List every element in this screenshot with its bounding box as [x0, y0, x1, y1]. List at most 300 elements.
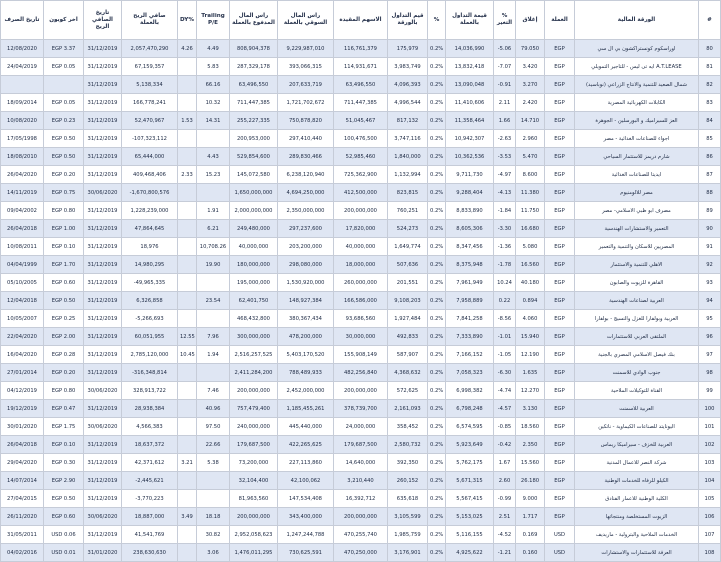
table-cell: 4.26: [178, 40, 197, 58]
table-cell: 378,739,700: [334, 400, 388, 418]
table-cell: EGP 0.28: [44, 346, 84, 364]
column-header[interactable]: قيمة التداول بالعملة: [446, 1, 494, 40]
table-cell: EGP: [545, 436, 575, 454]
table-cell: 97: [699, 346, 721, 364]
table-cell: 207,633,719: [278, 76, 334, 94]
table-cell: 524,273: [388, 220, 428, 238]
table-cell: EGP 1.70: [44, 256, 84, 274]
table-cell: 14.710: [516, 112, 545, 130]
table-cell: 2.60: [494, 472, 516, 490]
table-row[interactable]: [1, 544, 721, 562]
table-cell: 31/12/2019: [84, 76, 122, 94]
table-cell: 102: [699, 436, 721, 454]
table-row[interactable]: [1, 130, 721, 148]
table-cell: 4,925,622: [446, 544, 494, 562]
table-cell: 0.2%: [428, 130, 446, 148]
table-cell: 492,833: [388, 328, 428, 346]
security-name-cell: الكابلات الكهربائية المصرية: [575, 94, 699, 112]
table-cell: 0.2%: [428, 490, 446, 508]
column-header[interactable]: راس المال المدفوع بالعملة: [230, 1, 278, 40]
table-row[interactable]: [1, 328, 721, 346]
table-cell: 81,963,560: [230, 490, 278, 508]
table-cell: 2.33: [178, 166, 197, 184]
table-cell: EGP: [545, 238, 575, 256]
table-cell: 8,347,456: [446, 238, 494, 256]
column-header[interactable]: #: [699, 1, 721, 40]
table-cell: 95: [699, 310, 721, 328]
table-cell: 10.24: [494, 274, 516, 292]
table-cell: 0.2%: [428, 58, 446, 76]
table-cell: 0.2%: [428, 400, 446, 418]
table-cell: 32,104,400: [230, 472, 278, 490]
table-cell: 0.2%: [428, 436, 446, 454]
table-cell: 3,983,749: [388, 58, 428, 76]
table-cell: EGP: [545, 76, 575, 94]
table-cell: 358,452: [388, 418, 428, 436]
table-cell: 63,496,550: [334, 76, 388, 94]
security-name-cell: القاهرة للزيوت والصابون: [575, 274, 699, 292]
table-cell: [178, 130, 197, 148]
table-cell: 0.2%: [428, 148, 446, 166]
table-cell: [178, 256, 197, 274]
table-cell: -0.42: [494, 436, 516, 454]
column-header[interactable]: Trailing P/E: [197, 1, 230, 40]
table-cell: 31/12/2019: [84, 202, 122, 220]
table-cell: 175,979: [388, 40, 428, 58]
table-row[interactable]: [1, 418, 721, 436]
security-name-cell: الكيلو للرفاه للخدمات الوطنية: [575, 472, 699, 490]
table-cell: [178, 292, 197, 310]
table-cell: 60,051,955: [122, 328, 178, 346]
table-cell: EGP: [545, 220, 575, 238]
table-cell: 31/12/2019: [84, 454, 122, 472]
table-cell: 88: [699, 184, 721, 202]
table-cell: 11,358,464: [446, 112, 494, 130]
table-cell: 31/12/2019: [84, 40, 122, 58]
table-cell: EGP 0.80: [44, 382, 84, 400]
table-cell: EGP: [545, 148, 575, 166]
table-cell: [178, 220, 197, 238]
table-cell: 757,479,400: [230, 400, 278, 418]
table-cell: 9,108,203: [388, 292, 428, 310]
table-row[interactable]: [1, 310, 721, 328]
table-cell: 30/06/2020: [84, 418, 122, 436]
table-cell: 40.96: [197, 400, 230, 418]
table-cell: 5.470: [516, 148, 545, 166]
security-name-cell: العربية للخزف - سيراميكا ريماس: [575, 436, 699, 454]
table-cell: 80: [699, 40, 721, 58]
table-cell: [44, 76, 84, 94]
column-header[interactable]: صافي الربح بالعملة: [122, 1, 178, 40]
table-cell: 5.080: [516, 238, 545, 256]
table-cell: 0.2%: [428, 256, 446, 274]
table-cell: 200,000,000: [230, 508, 278, 526]
table-cell: EGP: [545, 94, 575, 112]
table-cell: EGP: [545, 382, 575, 400]
table-cell: 16.680: [516, 220, 545, 238]
table-cell: 104: [699, 472, 721, 490]
table-cell: 2,580,732: [388, 436, 428, 454]
table-cell: 31/01/2020: [84, 544, 122, 562]
table-row[interactable]: [1, 346, 721, 364]
table-cell: 23.54: [197, 292, 230, 310]
table-cell: EGP 0.05: [44, 94, 84, 112]
table-cell: EGP: [545, 346, 575, 364]
table-cell: 31/12/2019: [84, 400, 122, 418]
table-row[interactable]: [1, 490, 721, 508]
table-row[interactable]: [1, 454, 721, 472]
table-cell: EGP: [545, 472, 575, 490]
table-cell: [178, 436, 197, 454]
table-cell: 1,840,000: [388, 148, 428, 166]
table-cell: 31/12/2019: [84, 292, 122, 310]
table-row[interactable]: [1, 292, 721, 310]
table-cell: -1.36: [494, 238, 516, 256]
table-cell: -3.53: [494, 148, 516, 166]
table-cell: 63,496,550: [230, 76, 278, 94]
table-cell: 83: [699, 94, 721, 112]
table-cell: 40,000,000: [334, 238, 388, 256]
table-cell: -4.97: [494, 166, 516, 184]
table-cell: 0.2%: [428, 382, 446, 400]
table-cell: 255,227,335: [230, 112, 278, 130]
table-cell: 0.2%: [428, 472, 446, 490]
table-cell: -4.13: [494, 184, 516, 202]
table-cell: 0.2%: [428, 526, 446, 544]
table-cell: [1, 76, 44, 94]
table-row[interactable]: [1, 526, 721, 544]
column-header[interactable]: اخر كوبون: [44, 1, 84, 40]
table-row[interactable]: [1, 148, 721, 166]
table-cell: 0.2%: [428, 328, 446, 346]
table-cell: 6,798,248: [446, 400, 494, 418]
security-name-cell: اليونايتد للصناعات الكيماوية - ناتكين: [575, 418, 699, 436]
table-cell: 31/12/2019: [84, 490, 122, 508]
table-cell: 0.2%: [428, 40, 446, 58]
table-cell: 52,470,967: [122, 112, 178, 130]
table-cell: EGP 2.90: [44, 472, 84, 490]
table-row[interactable]: [1, 76, 721, 94]
table-cell: 0.2%: [428, 274, 446, 292]
table-cell: 249,480,000: [230, 220, 278, 238]
table-cell: 412,500,000: [334, 184, 388, 202]
table-cell: 2,057,470,290: [122, 40, 178, 58]
table-cell: 11.750: [516, 202, 545, 220]
table-cell: [178, 58, 197, 76]
table-cell: 760,251: [388, 202, 428, 220]
table-cell: -4.57: [494, 400, 516, 418]
table-cell: 587,907: [388, 346, 428, 364]
table-cell: 2,452,000,000: [278, 382, 334, 400]
table-cell: 99: [699, 382, 721, 400]
table-cell: 711,447,385: [230, 94, 278, 112]
table-cell: 47,864,645: [122, 220, 178, 238]
table-cell: 1,650,000,000: [230, 184, 278, 202]
table-cell: 2,785,120,000: [122, 346, 178, 364]
column-header[interactable]: الورقة المالية: [575, 1, 699, 40]
table-row[interactable]: [1, 166, 721, 184]
table-cell: [197, 310, 230, 328]
table-cell: 73,200,000: [230, 454, 278, 472]
table-cell: 1.717: [516, 508, 545, 526]
table-cell: 9,288,404: [446, 184, 494, 202]
table-cell: 92: [699, 256, 721, 274]
column-header[interactable]: % التغير: [494, 1, 516, 40]
table-cell: EGP: [545, 400, 575, 418]
table-cell: 30/06/2020: [84, 184, 122, 202]
table-cell: 635,618: [388, 490, 428, 508]
table-cell: 19/12/2019: [1, 400, 44, 418]
table-cell: 10.45: [178, 346, 197, 364]
column-header[interactable]: قيم التداول بالورقة: [388, 1, 428, 40]
table-cell: 0.2%: [428, 454, 446, 472]
table-cell: 7.46: [197, 382, 230, 400]
table-cell: [178, 400, 197, 418]
table-cell: 0.2%: [428, 346, 446, 364]
table-row[interactable]: [1, 202, 721, 220]
table-row[interactable]: [1, 40, 721, 58]
table-cell: 42,100,062: [278, 472, 334, 490]
table-row[interactable]: [1, 238, 721, 256]
table-cell: EGP: [545, 130, 575, 148]
table-cell: 3,176,901: [388, 544, 428, 562]
table-cell: EGP 0.75: [44, 184, 84, 202]
table-cell: 16,392,712: [334, 490, 388, 508]
table-cell: 2,350,000,000: [278, 202, 334, 220]
table-cell: 26.180: [516, 472, 545, 490]
table-cell: 478,200,000: [278, 328, 334, 346]
table-cell: 5,153,025: [446, 508, 494, 526]
table-cell: 1,228,239,000: [122, 202, 178, 220]
table-row[interactable]: [1, 472, 721, 490]
table-cell: 200,000,000: [334, 382, 388, 400]
table-cell: 31/12/2019: [84, 310, 122, 328]
table-cell: 0.22: [494, 292, 516, 310]
table-cell: 9,229,987,010: [278, 40, 334, 58]
table-cell: 51,045,467: [334, 112, 388, 130]
table-row[interactable]: [1, 382, 721, 400]
table-cell: [178, 310, 197, 328]
table-cell: 3.130: [516, 400, 545, 418]
table-cell: 1.91: [197, 202, 230, 220]
table-cell: 107: [699, 526, 721, 544]
table-cell: 1.94: [197, 346, 230, 364]
table-row[interactable]: [1, 112, 721, 130]
table-cell: EGP 0.20: [44, 364, 84, 382]
table-cell: 343,400,000: [278, 508, 334, 526]
table-cell: 2,516,257,525: [230, 346, 278, 364]
table-cell: 0.160: [516, 544, 545, 562]
table-cell: 7,058,323: [446, 364, 494, 382]
table-cell: -7.07: [494, 58, 516, 76]
table-row[interactable]: [1, 220, 721, 238]
table-cell: 100: [699, 400, 721, 418]
table-cell: 3.420: [516, 58, 545, 76]
security-name-cell: العربية للاسمنت: [575, 400, 699, 418]
table-row[interactable]: [1, 184, 721, 202]
table-cell: 0.2%: [428, 238, 446, 256]
table-cell: [197, 184, 230, 202]
table-cell: 30.82: [197, 526, 230, 544]
table-cell: 0.2%: [428, 418, 446, 436]
table-row[interactable]: [1, 436, 721, 454]
table-cell: 2.11: [494, 94, 516, 112]
table-cell: 79.050: [516, 40, 545, 58]
table-cell: 90: [699, 220, 721, 238]
table-cell: EGP: [545, 328, 575, 346]
table-cell: 24,000,000: [334, 418, 388, 436]
table-cell: 0.2%: [428, 364, 446, 382]
table-cell: 0.2%: [428, 76, 446, 94]
table-cell: [178, 148, 197, 166]
table-cell: 8,605,306: [446, 220, 494, 238]
table-cell: 31/12/2019: [84, 112, 122, 130]
table-cell: [178, 202, 197, 220]
table-cell: [178, 526, 197, 544]
table-cell: [178, 184, 197, 202]
table-cell: 11,410,606: [446, 94, 494, 112]
table-cell: 19.90: [197, 256, 230, 274]
table-cell: 100,476,500: [334, 130, 388, 148]
column-header[interactable]: الاسهم المقيدة: [334, 1, 388, 40]
table-cell: 26/11/2020: [1, 508, 44, 526]
table-cell: 05/10/2005: [1, 274, 44, 292]
table-cell: 287,329,178: [230, 58, 278, 76]
table-cell: 89: [699, 202, 721, 220]
table-cell: 6.21: [197, 220, 230, 238]
column-header[interactable]: راس المال السوقي بالعملة: [278, 1, 334, 40]
table-cell: [197, 274, 230, 292]
table-cell: EGP: [545, 292, 575, 310]
table-cell: EGP: [545, 418, 575, 436]
table-cell: 4,996,544: [388, 94, 428, 112]
table-row[interactable]: [1, 508, 721, 526]
table-cell: 2.420: [516, 94, 545, 112]
table-cell: 3.06: [197, 544, 230, 562]
table-cell: 445,440,000: [278, 418, 334, 436]
table-row[interactable]: [1, 256, 721, 274]
table-row[interactable]: [1, 58, 721, 76]
table-row[interactable]: [1, 400, 721, 418]
table-cell: 13,832,418: [446, 58, 494, 76]
table-cell: 98: [699, 364, 721, 382]
column-header[interactable]: %: [428, 1, 446, 40]
table-cell: 22.66: [197, 436, 230, 454]
table-cell: 12.55: [178, 328, 197, 346]
table-cell: 166,586,000: [334, 292, 388, 310]
table-cell: 4,566,383: [122, 418, 178, 436]
table-cell: 31/12/2019: [84, 130, 122, 148]
table-cell: 238,630,630: [122, 544, 178, 562]
column-header[interactable]: DY%: [178, 1, 197, 40]
table-cell: USD 0.06: [44, 526, 84, 544]
table-cell: 84: [699, 112, 721, 130]
table-cell: [197, 490, 230, 508]
table-row[interactable]: [1, 274, 721, 292]
table-cell: [197, 130, 230, 148]
table-cell: 470,250,000: [334, 544, 388, 562]
table-cell: EGP: [545, 40, 575, 58]
table-cell: 26/04/2018: [1, 220, 44, 238]
table-cell: -1.05: [494, 346, 516, 364]
table-cell: 788,489,933: [278, 364, 334, 382]
table-cell: 470,255,740: [334, 526, 388, 544]
table-cell: 27/04/2015: [1, 490, 44, 508]
table-cell: -3,770,223: [122, 490, 178, 508]
table-cell: -6.30: [494, 364, 516, 382]
table-cell: 2,000,000,000: [230, 202, 278, 220]
table-cell: EGP: [545, 274, 575, 292]
security-name-cell: مصر للالومنيوم: [575, 184, 699, 202]
table-cell: 15.23: [197, 166, 230, 184]
table-cell: 87: [699, 166, 721, 184]
table-cell: 31/12/2019: [84, 220, 122, 238]
table-cell: 18,887,000: [122, 508, 178, 526]
table-cell: 2,161,093: [388, 400, 428, 418]
table-cell: EGP 0.25: [44, 310, 84, 328]
table-cell: 65,444,000: [122, 148, 178, 166]
table-cell: 179,687,500: [334, 436, 388, 454]
column-header[interactable]: إغلاق: [516, 1, 545, 40]
column-header[interactable]: تاريخ الصافي الربح: [84, 1, 122, 40]
table-cell: 22/04/2020: [1, 328, 44, 346]
table-cell: 10.32: [197, 94, 230, 112]
table-cell: 3,105,599: [388, 508, 428, 526]
table-cell: -1.84: [494, 202, 516, 220]
table-cell: 3.21: [178, 454, 197, 472]
table-cell: 12/04/2018: [1, 292, 44, 310]
table-cell: 5,923,649: [446, 436, 494, 454]
table-cell: 179,687,500: [230, 436, 278, 454]
table-cell: 10,942,307: [446, 130, 494, 148]
table-row[interactable]: [1, 94, 721, 112]
table-cell: 203,200,000: [278, 238, 334, 256]
table-cell: 81: [699, 58, 721, 76]
table-cell: 2.51: [494, 508, 516, 526]
column-header[interactable]: العملة: [545, 1, 575, 40]
table-cell: 6,326,858: [122, 292, 178, 310]
table-cell: EGP 0.60: [44, 274, 84, 292]
table-cell: 3.270: [516, 76, 545, 94]
table-row[interactable]: [1, 364, 721, 382]
table-cell: 1,721,702,672: [278, 94, 334, 112]
column-header[interactable]: تاريخ الصرف: [1, 1, 44, 40]
security-name-cell: العز للسيراميك و البورسلين - الجوهرة: [575, 112, 699, 130]
table-cell: 1,530,920,000: [278, 274, 334, 292]
table-cell: 297,237,600: [278, 220, 334, 238]
table-cell: 7,841,258: [446, 310, 494, 328]
table-cell: 18/09/2014: [1, 94, 44, 112]
table-cell: 31/12/2019: [84, 364, 122, 382]
table-cell: [178, 238, 197, 256]
table-cell: 18,000,000: [334, 256, 388, 274]
table-cell: 195,000,000: [230, 274, 278, 292]
table-cell: 04/02/2016: [1, 544, 44, 562]
table-cell: 10/05/2007: [1, 310, 44, 328]
table-cell: 260,152: [388, 472, 428, 490]
table-cell: EGP: [545, 508, 575, 526]
table-cell: 18.18: [197, 508, 230, 526]
table-cell: [178, 76, 197, 94]
table-cell: 30,000,000: [334, 328, 388, 346]
table-cell: [197, 364, 230, 382]
table-cell: 482,256,840: [334, 364, 388, 382]
table-cell: 30/01/2020: [1, 418, 44, 436]
table-cell: 31/12/2019: [84, 526, 122, 544]
security-name-cell: الاهلي للتنمية والاستثمار: [575, 256, 699, 274]
table-cell: 4,694,250,000: [278, 184, 334, 202]
table-cell: 1,985,759: [388, 526, 428, 544]
